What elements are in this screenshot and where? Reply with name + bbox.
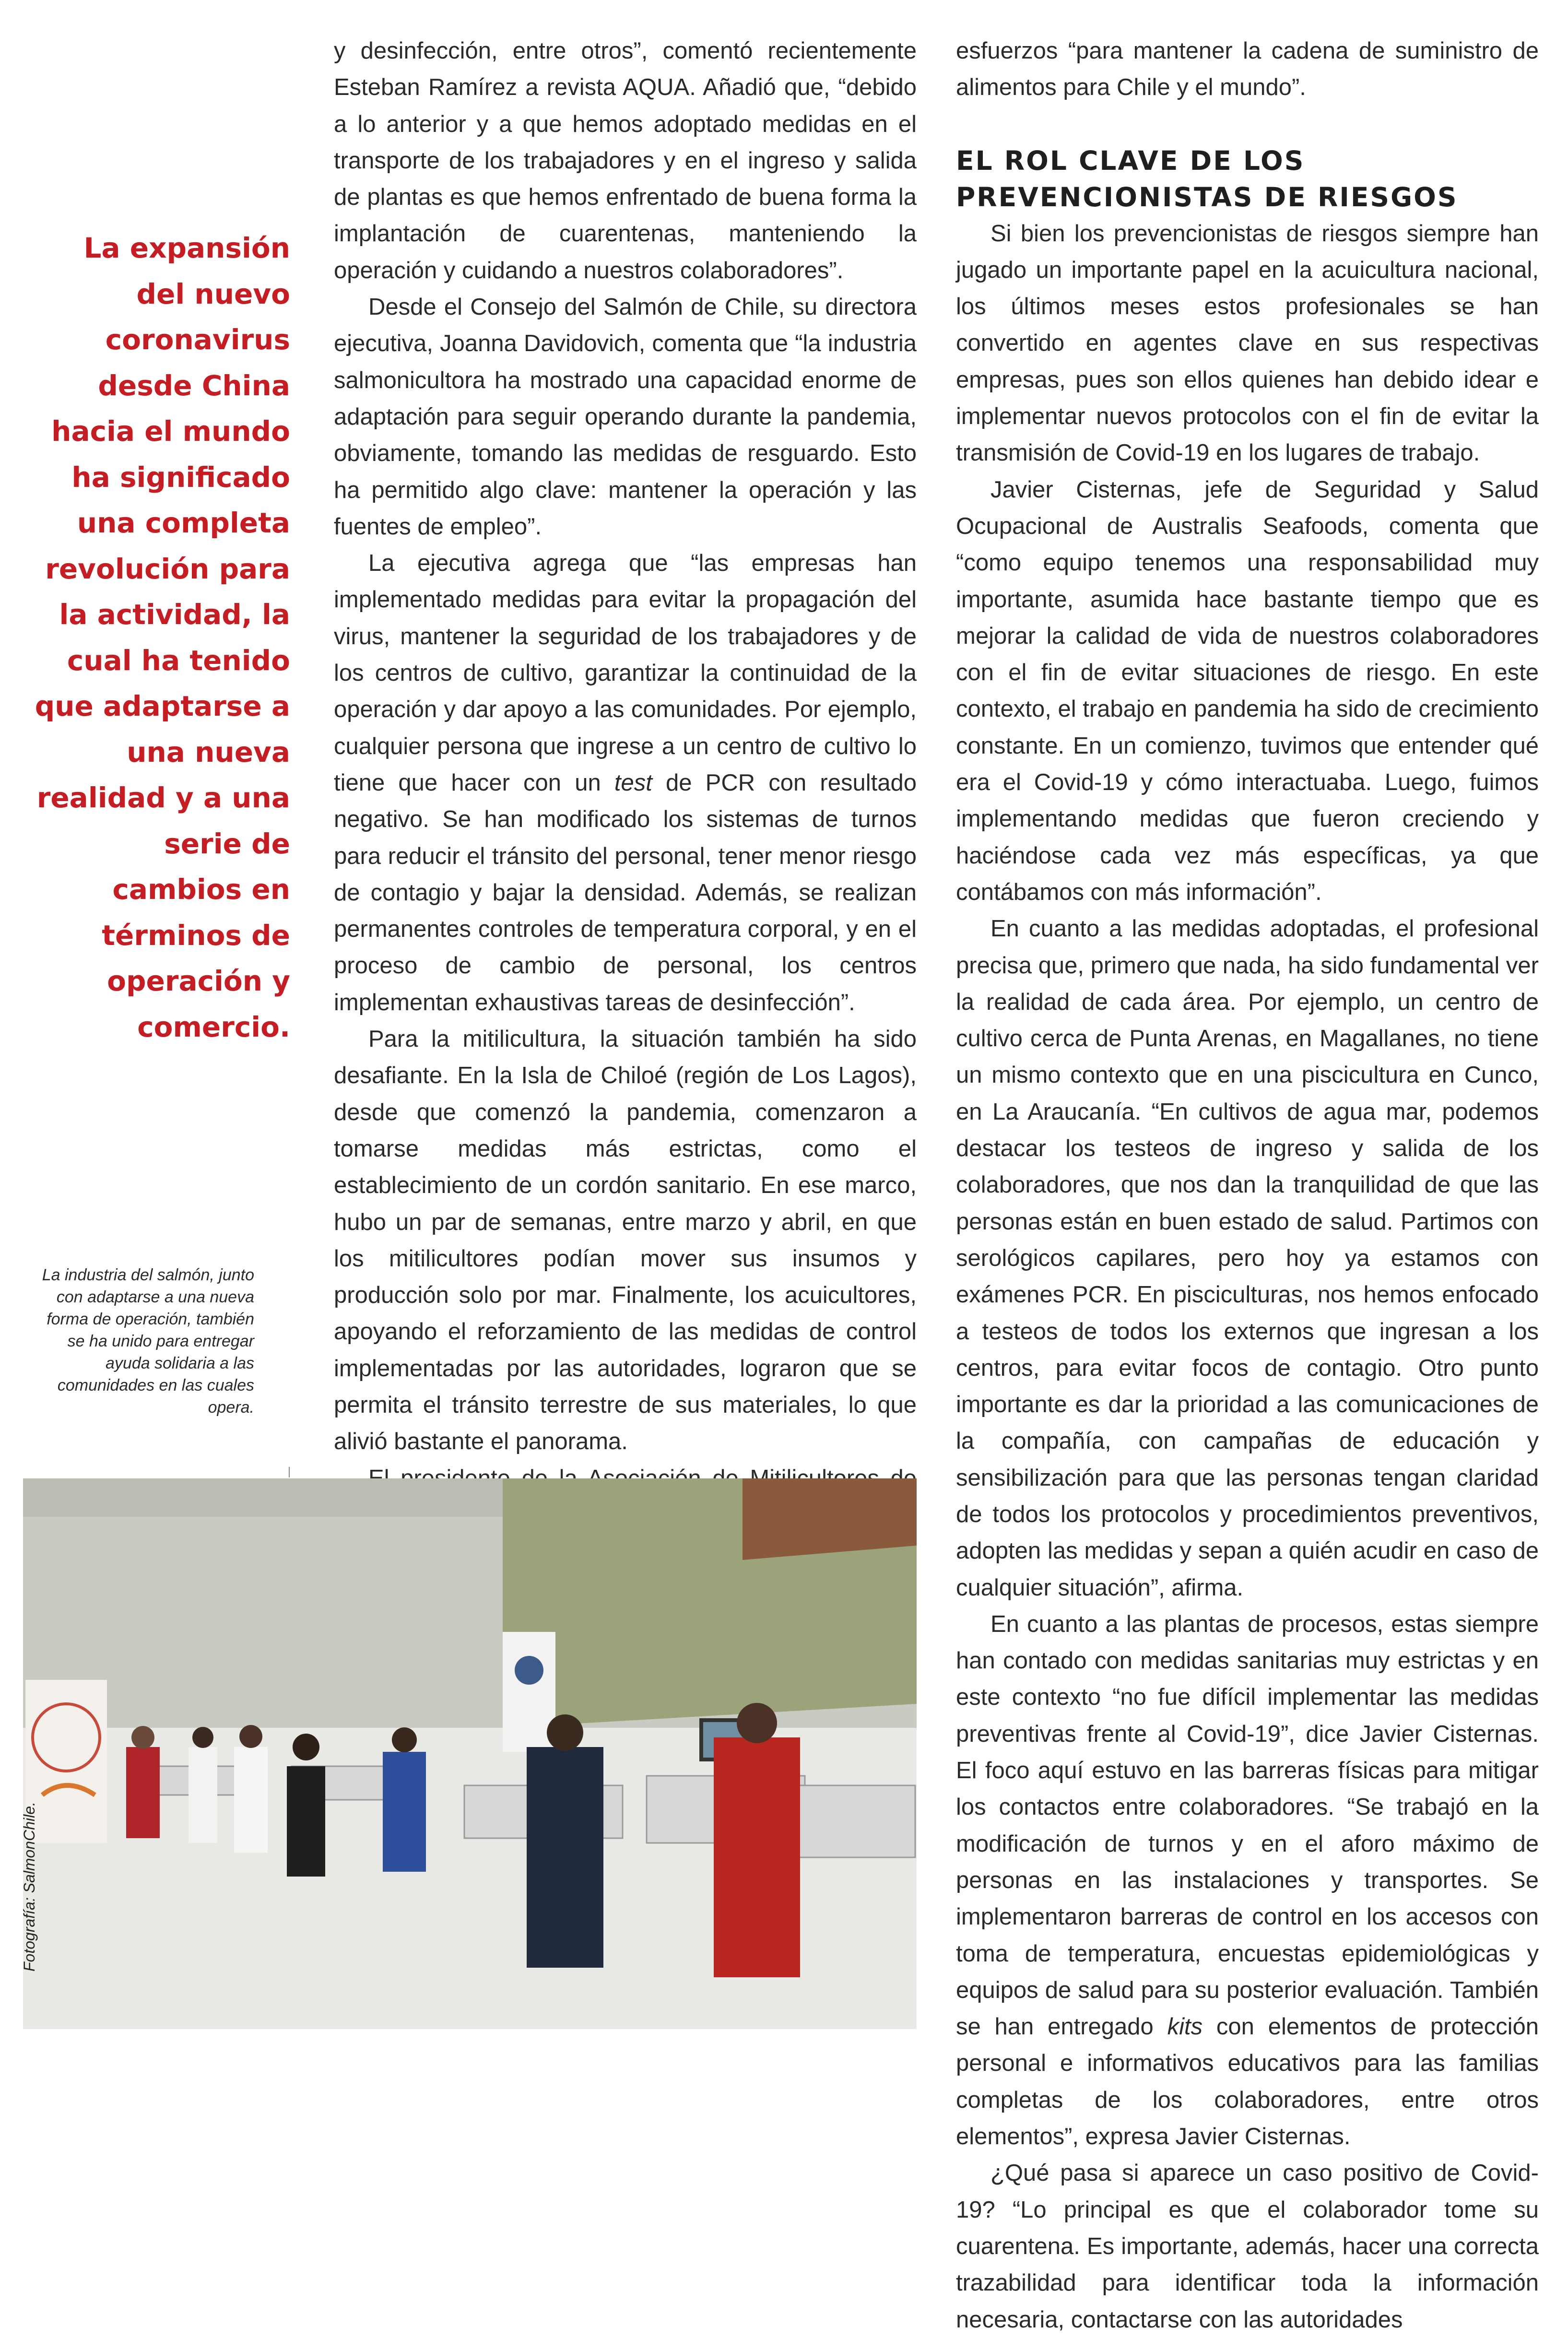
- italic-term: test: [614, 769, 652, 796]
- paragraph: Si bien los prevencionistas de riesgos siempre han jugado un importante papel en la acuicultura nacional, los últimos meses estos profesionales se han convertido en agentes clave en sus respectivas empresas, pues son ellos quienes han debido idear e implementar nuevos protocolos con el fin de evitar la transmisión de Covid-19 en los lugares de trabajo.: [956, 220, 1539, 466]
- article-photo: [23, 1478, 917, 2029]
- paragraph: Desde el Consejo del Salmón de Chile, su directora ejecutiva, Joanna Davidovich, comenta que “la industria salmonicultora ha mostrado una capacidad enorme de adaptación para seguir operando durante la pandemia, obviamente, tomando las medidas de resguardo. Esto ha permitido algo clave: mantener la operación y las fuentes de empleo”.: [334, 294, 917, 540]
- paragraph: [334, 545, 917, 1021]
- paragraph: Para la mitilicultura, la situación también ha sido desafiante. En la Isla de Chiloé (región de Los Lagos), desde que comenzó la pandemia, comenzaron a tomarse medidas más estrictas, como el establecimiento de un cordón sanitario. En ese marco, hubo un par de semanas, entre marzo y abril, en que los mitilicultores podían mover sus insumos y producción solo por mar. Finalmente, los acuicultores, apoyando el reforzamiento de las medidas de control implementadas por las autoridades, lograron que se permita el tránsito terrestre de sus materiales, lo que alivió bastante el panorama.: [334, 1026, 917, 1455]
- caption-rule: [289, 1467, 290, 1477]
- paragraph: Javier Cisternas, jefe de Seguridad y Salud Ocupacional de Australis Seafoods, comenta que “como equipo tenemos una responsabilidad muy importante, asumida hace bastante tiempo que es mejorar la calidad de vida de nuestros colaboradores con el fin de evitar situaciones de riesgo. En este contexto, el trabajo en pandemia ha sido de crecimiento constante. En un comienzo, tuvimos que entender qué era el Covid-19 y cómo interactuaba. Luego, fuimos implementando medidas que fueron creciendo y haciéndose cada vez más específicas, ya que contábamos con más información”.: [956, 476, 1539, 905]
- paragraph: [956, 1606, 1539, 2155]
- paragraph: esfuerzos “para mantener la cadena de suministro de alimentos para Chile y el mundo”.: [956, 38, 1539, 101]
- photo-credit: Fotografía: SalmonChile.: [21, 1802, 38, 1972]
- paragraph: y desinfección, entre otros”, comentó recientemente Esteban Ramírez a revista AQUA. Añadió que, “debido a lo anterior y a que hemos adoptado medidas en el transporte de los trabajadores y en el ingreso y salida de plantas es que hemos enfrentado de buena forma la implantación de cuarentenas, manteniendo la operación y cuidando a nuestros colaboradores”.: [334, 38, 917, 283]
- text-run: La ejecutiva agrega que “las empresas han implementado medidas para evitar la propagación del virus, mantener la seguridad de los trabajadores y de los centros de cultivo, garantizar la continuidad de la operación y dar apoyo a las comunidades. Por ejemplo, cualquier persona que ingrese a un centro de cultivo lo tiene que hacer con un: [334, 550, 917, 796]
- text-run: En cuanto a las plantas de procesos, estas siempre han contado con medidas sanitarias muy estrictas y en este contexto “no fue difícil implementar las medidas preventivas frente al Covid-19”, dice Javier Cisternas. El foco aquí estuvo en las barreras físicas para mitigar los contactos entre colaboradores. “Se trabajó en la modificación de turnos y en el aforo máximo de personas en las instalaciones y transportes. Se implementaron barreras de control en los accesos con toma de temperatura, encuestas epidemiológicas y equipos de salud para su posterior evaluación. También se han entregado: [956, 1611, 1539, 2040]
- pull-quote: La expansión del nuevo coronavirus desde China hacia el mundo ha significado una completa revolución para la actividad, la cual ha tenido que adaptarse a una nueva realidad y a una serie de cambios en términos de operación y comercio.: [35, 232, 290, 1043]
- italic-term: kits: [1167, 2014, 1203, 2040]
- paragraph: En cuanto a las medidas adoptadas, el profesional precisa que, primero que nada, ha sido fundamental ver la realidad de cada área. Por ejemplo, un centro de cultivo cerca de Punta Arenas, en Magallanes, no tiene un mismo contexto que en una piscicultura en Cunco, en La Araucanía. “En cultivos de agua mar, podemos destacar los testeos de ingreso y salida de los colaboradores, que nos dan la tranquilidad de que las personas están en buen estado de salud. Partimos con serológicos capilares, pero hoy ya estamos con exámenes PCR. En pisciculturas, nos hemos enfocado a testeos de todos los externos que ingresan a los centros, para evitar focos de contagio. Otro punto importante es dar la prioridad a las comunicaciones de la compañía, con campañas de educación y sensibilización para que las personas tengan claridad de todos los protocolos y procedimientos preventivos, adopten las medidas y sepan a quién acudir en caso de cualquier situación”, afirma.: [956, 916, 1539, 1601]
- section-heading: EL ROL CLAVE DE LOS PREVENCIONISTAS DE RIESGOS: [956, 145, 1458, 213]
- photo-caption: La industria del salmón, junto con adaptarse a una nueva forma de operación, también se ha unido para entregar ayuda solidaria a las comunidades en las cuales opera.: [42, 1266, 254, 1417]
- paragraph: ¿Qué pasa si aparece un caso positivo de Covid-19? “Lo principal es que el colaborador tome su cuarentena. Es importante, además, hacer una correcta trazabilidad para identificar toda la información necesaria, contactarse con las autoridades: [956, 2160, 1539, 2333]
- article-column-right: [956, 33, 1539, 2338]
- text-run: de PCR con resultado negativo. Se han modificado los sistemas de turnos para reducir el tránsito del personal, tener menor riesgo de contagio y bajar la densidad. Además, se realizan permanentes controles de temperatura corporal, y en el proceso de cambio de personal, los centros implementan exhaustivas tareas de desinfección”.: [334, 769, 917, 1015]
- text-run: con elementos de protección personal e informativos educativos para las familias completas de los colaboradores, entre otros elementos”, expresa Javier Cisternas.: [956, 2014, 1539, 2150]
- hospital-room-illustration: [23, 1478, 917, 2029]
